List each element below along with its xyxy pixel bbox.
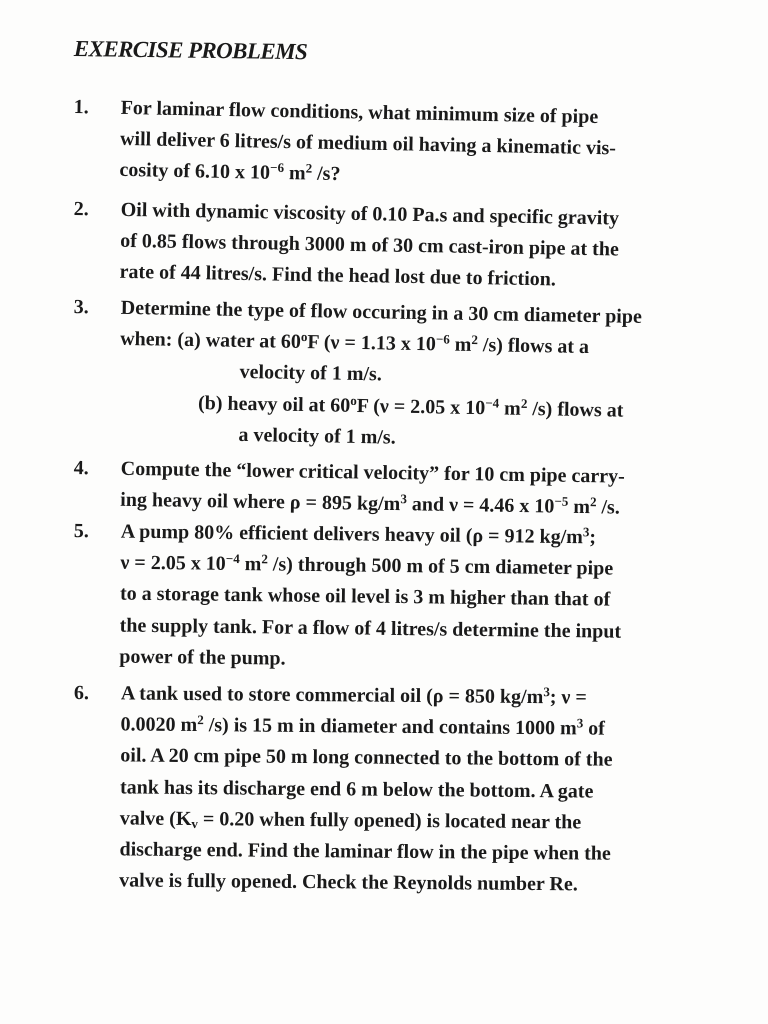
text-fragment: F (ν = 1.13 x 10	[307, 331, 437, 356]
problem-text	[119, 93, 747, 199]
text-line: a velocity of 1 m/s.	[238, 423, 396, 449]
text-fragment: ing heavy oil where ρ = 895 kg/m	[120, 488, 401, 516]
exponent: 2	[197, 712, 204, 728]
text-fragment: of	[583, 717, 606, 740]
text-line: discharge end. Find the laminar flow in the pipe when the	[119, 838, 611, 865]
exponent: 2	[520, 395, 528, 411]
text-fragment: /s?	[311, 162, 341, 186]
text-fragment: F (ν = 2.05 x 10	[356, 394, 486, 419]
text-fragment: m	[498, 397, 522, 420]
exponent: −4	[225, 551, 240, 567]
text-fragment: m	[239, 553, 262, 576]
exponent: −5	[554, 493, 569, 509]
exponent: 3	[582, 524, 590, 540]
problem-number: 3.	[73, 295, 89, 319]
text-line: valve is fully opened. Check the Reynolds number Re.	[119, 869, 578, 896]
text-line: of 0.85 flows through 3000 m of 30 cm cast-iron pipe at the	[119, 230, 619, 261]
problem-text	[119, 195, 747, 300]
text-line: the supply tank. For a flow of 4 litres/s determine the input	[119, 614, 622, 643]
text-line: velocity of 1 m/s.	[239, 361, 382, 386]
problem-number: 5.	[73, 519, 89, 543]
text-fragment: 0.0020 m	[120, 713, 198, 737]
problem-number: 2.	[73, 197, 89, 221]
text-fragment: A pump 80% efficient delivers heavy oil (ρ = 912 kg/m	[120, 520, 584, 549]
problem-number: 4.	[73, 456, 89, 480]
exponent: 3	[543, 684, 550, 700]
exponent: 2	[305, 160, 313, 176]
exponent: 3	[576, 715, 584, 731]
exponent: 3	[400, 491, 408, 507]
text-line: power of the pump.	[119, 645, 286, 670]
text-line: oil. A 20 cm pipe 50 m long connected to the bottom of the	[120, 744, 613, 772]
text-line: tank has its discharge end 6 m below the bottom. A gate	[119, 776, 594, 803]
exponent: −6	[435, 331, 450, 347]
exponent: 2	[471, 332, 479, 348]
text-line: to a storage tank whose oil level is 3 m higher than that of	[119, 582, 611, 611]
problem-number: 6.	[73, 681, 89, 705]
text-fragment: ; ν =	[549, 686, 587, 709]
text-fragment: m	[449, 333, 472, 357]
text-fragment: (b) heavy oil at 60	[197, 391, 351, 417]
exponent: −4	[485, 394, 500, 411]
text-fragment: A tank used to store commercial oil (ρ = 850 kg/m	[120, 682, 544, 709]
exponent: 2	[589, 494, 597, 510]
subscript: v	[191, 815, 198, 831]
problem-number: 1.	[73, 95, 89, 119]
degree-mark: o	[300, 329, 308, 345]
text-fragment: /s) flows at a	[477, 334, 590, 359]
problem-text	[120, 454, 747, 526]
text-line: rate of 44 litres/s. Find the head lost due to friction.	[119, 261, 557, 291]
text-fragment: /s) through 500 m of 5 cm diameter pipe	[267, 553, 614, 580]
problem-text	[119, 517, 747, 681]
section-heading: EXERCISE PROBLEMS	[73, 36, 308, 65]
degree-mark: o	[350, 392, 358, 408]
text-line: For laminar flow conditions, what minimum size of pipe	[120, 96, 599, 129]
problem-text	[118, 293, 747, 460]
exponent: −6	[269, 160, 285, 176]
text-fragment: /s) is 15 m in diameter and contains 1000 m	[203, 714, 577, 740]
problem-text	[119, 678, 747, 902]
text-fragment: m	[283, 162, 306, 185]
text-line: Compute the “lower critical velocity” for 10 cm pipe carry-	[120, 457, 625, 488]
text-fragment: when: (a) water at 60	[119, 328, 302, 354]
text-line: Oil with dynamic viscosity of 0.10 Pa.s and specific gravity	[120, 198, 620, 230]
text-fragment: ν = 2.05 x 10	[120, 551, 226, 576]
problem-1	[73, 92, 754, 186]
text-fragment: cosity of 6.10 x 10	[119, 159, 271, 185]
text-fragment: valve (K	[119, 807, 192, 830]
text-fragment: = 0.20 when fully opened) is located near the	[197, 807, 582, 834]
text-line: Determine the type of flow occuring in a 30 cm diameter pipe	[120, 296, 643, 328]
text-fragment: ;	[589, 526, 597, 549]
text-fragment: and ν = 4.46 x 10	[406, 493, 555, 518]
text-line: will deliver 6 litres/s of medium oil having a kinematic vis-	[119, 128, 617, 160]
text-fragment: /s.	[596, 496, 620, 519]
text-fragment: /s) flows at	[527, 397, 624, 422]
exponent: 2	[261, 551, 269, 567]
text-fragment: m	[568, 495, 591, 519]
